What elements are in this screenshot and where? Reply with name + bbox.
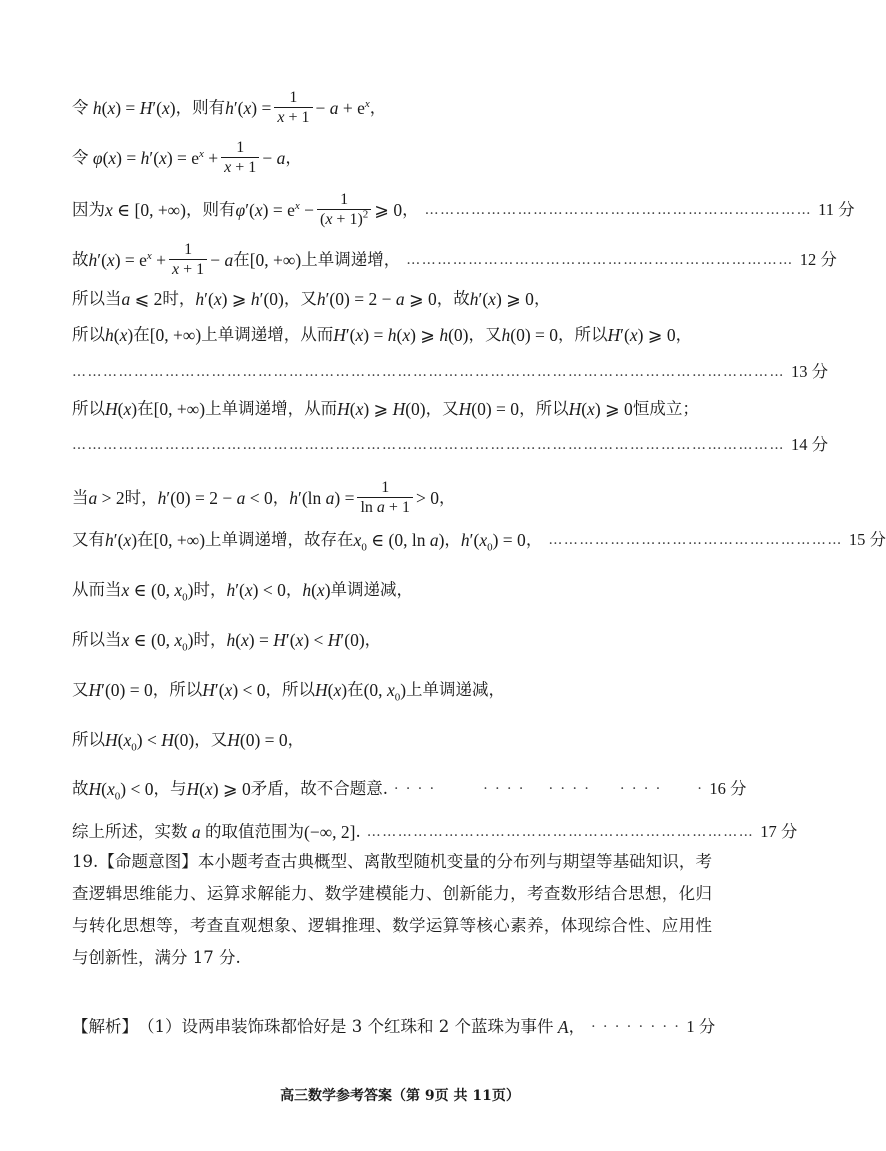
leader-dots: ………………………………………………… <box>548 532 843 548</box>
line-5: 所以当 a ⩽ 2 时， h′(x) ⩾ h′(0) ，又 h′(0) = 2 − a ⩾ 0 ，故 h′(x) ⩾ 0 ， <box>72 289 551 309</box>
fraction: $\frac{1}{x + 1}$ <box>221 138 259 177</box>
fraction: $\frac{1}{\text{ln a + 1}}$ <box>357 478 412 517</box>
line-1: 令 h(x) = H′(x) ，则有 h′(x) = $\frac{1}{x + 1}$ − $a + e^x$ ， <box>72 89 387 126</box>
leader-dots: ………………………………………………………………… <box>366 824 755 840</box>
leader-dots: · · · · · · · · <box>591 1019 681 1035</box>
leader-dots: · · · · · · · · · · · · · · · · · <box>393 781 704 797</box>
score-label: 12 分 <box>799 249 837 269</box>
leader-dots: ………………………………………………………………………………………………………………………… <box>72 437 785 453</box>
line-8: 所以 H(x) 在 [0, +∞) 上单调递增，从而 H(x) ⩾ H(0) ，又 H(0) = 0 ，所以 H(x) ⩾ 0 恒成立； <box>72 399 699 419</box>
line-14: 又 H′(0) = 0 ，所以 H′(x) < 0 ，所以 H(x) 在 (0, $x_0$) 上单调递减， <box>72 680 506 704</box>
page-footer: 高三数学参考答案（第 9页 共 11页） <box>280 1088 520 1104</box>
line-6: 所以 h(x) 在 [0, +∞) 上单调递增，从而 H′(x) = h(x) ⩾ h(0) ，又 h(0) = 0 ，所以 H′(x) ⩾ 0 ， <box>72 325 693 345</box>
line-9 <box>72 433 829 457</box>
fraction: $\frac{1}{x + 1}$ <box>169 240 207 279</box>
leader-dots: ………………………………………………………………… <box>424 201 813 218</box>
score-label: 16 分 <box>709 779 747 798</box>
score-label: 1 分 <box>686 1017 716 1036</box>
line-12: 从而当 x ∈ (0, $x_0$) 时， h′(x) < 0 ， h(x) 单调递减， <box>72 580 414 604</box>
fraction: $\frac{1}{(x + 1)^2}$ <box>317 190 371 229</box>
leader-dots: ………………………………………………………………… <box>406 251 794 268</box>
line-16: 故 $H(x_0) < 0$ ，与 H(x) ⩾ 0 矛盾，故不合题意. · · · · · · · · · · · · · · · · · 16 分 <box>72 779 747 803</box>
score-label: 11 分 <box>818 199 855 219</box>
score-label: 14 分 <box>791 435 829 454</box>
line-4: 故 $h'(x) = e^x$ + $\frac{1}{x + 1}$ − a 在 [0, +∞) 上单调递增， ………………………………………………………………… 12 分 <box>72 241 837 278</box>
line-3: 因为 x ∈ [0, +∞) ，则有 $\varphi'(x) = e^x$ − $\frac{1}{(x + 1)^2}$ ⩾ 0 ， ………………………………………………………………… 11 分 <box>72 191 855 228</box>
fraction: $\frac{1}{x + 1}$ <box>274 88 312 127</box>
line-10: 当 a > 2 时， h′(0) = 2 − a < 0 ， h′(ln a) = $\frac{1}{\text{ln a + 1}}$ > 0 ， <box>72 479 456 516</box>
line-13: 所以当 x ∈ (0, $x_0$) 时， h(x) = H′(x) < H′(0) ， <box>72 630 382 654</box>
score-label: 15 分 <box>848 530 886 549</box>
line-17: 综上所述，实数 a 的取值范围为 (−∞, 2] . ………………………………………………………………… 17 分 <box>72 822 798 842</box>
leader-dots: ………………………………………………………………………………………………………………………… <box>72 364 785 380</box>
score-label: 13 分 <box>791 362 829 381</box>
score-label: 17 分 <box>760 822 798 841</box>
line-11: 又有 h′(x) 在 [0, +∞) 上单调递增，故存在 $x_0$ ∈ (0, ln a) ， $h'(x_0) = 0$ ， ………………………………………………… 15 分 <box>72 530 886 554</box>
question-19-intent: 19.【命题意图】本小题考查古典概型、离散型随机变量的分布列与期望等基础知识，考查逻辑思维能力、运算求解能力、数学建模能力、创新能力，考查数形结合思想，化归与转化思想等，考查直观想象、逻辑推理、数学运算等核心素养，体现综合性、应用性与创新性，满分 17 分. <box>72 852 713 967</box>
analysis-line: 【解析】 （1）设两串装饰珠都恰好是 3 个红珠和 2 个蓝珠为事件 A ， · · · · · · · · 1 分 <box>72 1017 716 1037</box>
line-7 <box>72 360 829 384</box>
line-2: 令 $\varphi(x) = h'(x) = e^x$ + $\frac{1}{x + 1}$ − a ， <box>72 139 302 176</box>
line-15: 所以 $H(x_0) < H(0)$ ，又 H(0) = 0 ， <box>72 730 305 754</box>
